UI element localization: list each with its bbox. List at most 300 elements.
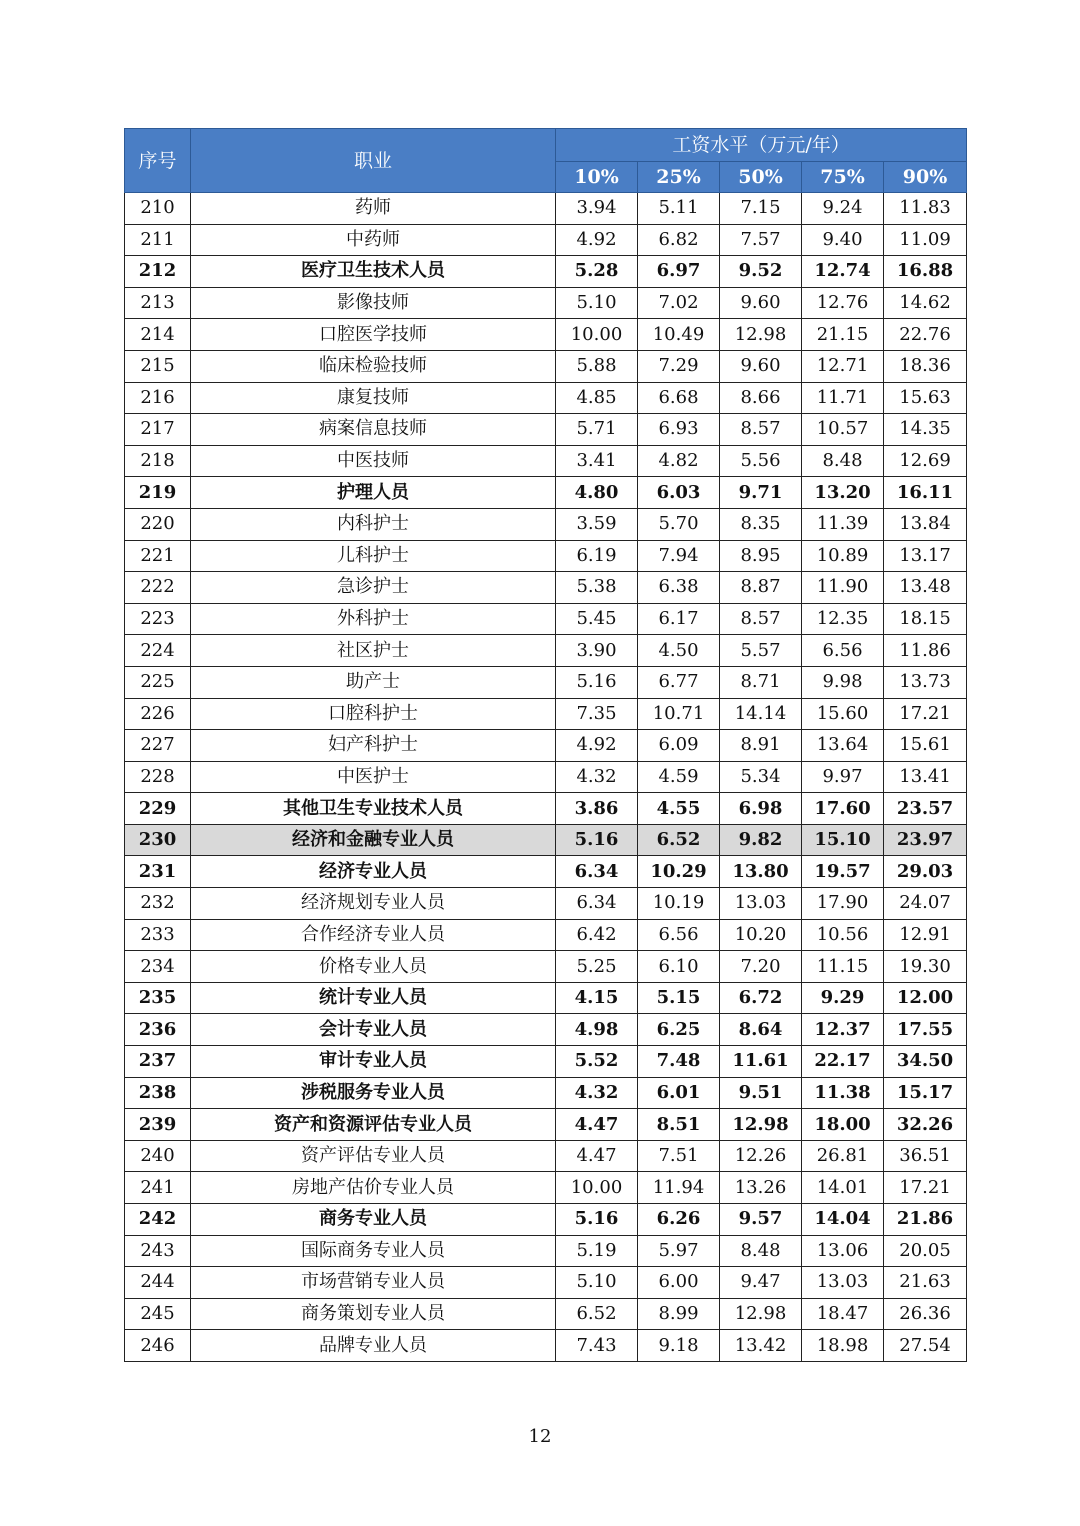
cell-occupation: 助产士 xyxy=(191,666,556,698)
cell-p10: 4.80 xyxy=(556,477,638,509)
cell-occupation: 商务策划专业人员 xyxy=(191,1298,556,1330)
cell-occupation: 国际商务专业人员 xyxy=(191,1235,556,1267)
cell-seq: 227 xyxy=(125,730,191,762)
cell-occupation: 医疗卫生技术人员 xyxy=(191,256,556,288)
cell-p75: 11.39 xyxy=(802,508,884,540)
cell-p25: 4.82 xyxy=(638,445,720,477)
cell-p25: 5.11 xyxy=(638,193,720,225)
cell-p25: 4.50 xyxy=(638,635,720,667)
cell-seq: 235 xyxy=(125,982,191,1014)
cell-p75: 13.03 xyxy=(802,1267,884,1299)
cell-p75: 9.97 xyxy=(802,761,884,793)
table-row xyxy=(125,1298,967,1330)
cell-p50: 8.57 xyxy=(720,414,802,446)
cell-p10: 5.38 xyxy=(556,572,638,604)
cell-seq: 241 xyxy=(125,1172,191,1204)
cell-p10: 4.98 xyxy=(556,1014,638,1046)
cell-p75: 22.17 xyxy=(802,1046,884,1078)
cell-p90: 22.76 xyxy=(884,319,967,351)
cell-p25: 6.56 xyxy=(638,919,720,951)
cell-occupation: 中医护士 xyxy=(191,761,556,793)
cell-p25: 6.17 xyxy=(638,603,720,635)
cell-p10: 4.32 xyxy=(556,1077,638,1109)
cell-p75: 17.90 xyxy=(802,888,884,920)
cell-occupation: 中医技师 xyxy=(191,445,556,477)
cell-p25: 7.51 xyxy=(638,1140,720,1172)
table-row xyxy=(125,888,967,920)
cell-seq: 221 xyxy=(125,540,191,572)
cell-seq: 226 xyxy=(125,698,191,730)
cell-p25: 5.15 xyxy=(638,982,720,1014)
cell-p10: 5.28 xyxy=(556,256,638,288)
cell-p50: 5.56 xyxy=(720,445,802,477)
cell-p75: 11.15 xyxy=(802,951,884,983)
cell-p90: 11.86 xyxy=(884,635,967,667)
cell-p25: 6.68 xyxy=(638,382,720,414)
table-row xyxy=(125,193,967,225)
cell-p90: 15.61 xyxy=(884,730,967,762)
cell-p50: 5.57 xyxy=(720,635,802,667)
cell-p75: 15.60 xyxy=(802,698,884,730)
cell-p10: 4.92 xyxy=(556,224,638,256)
table-row xyxy=(125,951,967,983)
cell-p25: 11.94 xyxy=(638,1172,720,1204)
header-occupation: 职业 xyxy=(191,129,556,193)
cell-p25: 5.70 xyxy=(638,508,720,540)
table-row xyxy=(125,730,967,762)
cell-seq: 239 xyxy=(125,1109,191,1141)
cell-seq: 224 xyxy=(125,635,191,667)
cell-p10: 4.92 xyxy=(556,730,638,762)
cell-seq: 242 xyxy=(125,1204,191,1236)
cell-p25: 8.51 xyxy=(638,1109,720,1141)
cell-occupation: 市场营销专业人员 xyxy=(191,1267,556,1299)
cell-p50: 9.60 xyxy=(720,350,802,382)
cell-p90: 19.30 xyxy=(884,951,967,983)
cell-p50: 8.64 xyxy=(720,1014,802,1046)
cell-p10: 3.94 xyxy=(556,193,638,225)
cell-p50: 10.20 xyxy=(720,919,802,951)
cell-p10: 5.19 xyxy=(556,1235,638,1267)
cell-p50: 5.34 xyxy=(720,761,802,793)
header-p90: 90% xyxy=(884,162,967,193)
cell-p90: 16.88 xyxy=(884,256,967,288)
cell-p75: 9.40 xyxy=(802,224,884,256)
cell-seq: 223 xyxy=(125,603,191,635)
cell-p10: 5.25 xyxy=(556,951,638,983)
cell-p50: 9.60 xyxy=(720,287,802,319)
cell-p90: 14.62 xyxy=(884,287,967,319)
cell-seq: 234 xyxy=(125,951,191,983)
cell-p75: 13.64 xyxy=(802,730,884,762)
cell-p50: 9.52 xyxy=(720,256,802,288)
cell-seq: 232 xyxy=(125,888,191,920)
cell-p10: 6.42 xyxy=(556,919,638,951)
cell-seq: 220 xyxy=(125,508,191,540)
cell-p25: 8.99 xyxy=(638,1298,720,1330)
cell-occupation: 社区护士 xyxy=(191,635,556,667)
cell-seq: 245 xyxy=(125,1298,191,1330)
cell-occupation: 房地产估价专业人员 xyxy=(191,1172,556,1204)
cell-p25: 9.18 xyxy=(638,1330,720,1362)
cell-occupation: 口腔科护士 xyxy=(191,698,556,730)
cell-p90: 12.91 xyxy=(884,919,967,951)
table-row xyxy=(125,1204,967,1236)
cell-p25: 4.59 xyxy=(638,761,720,793)
salary-table xyxy=(124,128,967,1362)
table-row xyxy=(125,572,967,604)
cell-p50: 9.71 xyxy=(720,477,802,509)
cell-p90: 26.36 xyxy=(884,1298,967,1330)
table-row xyxy=(125,1046,967,1078)
cell-p50: 7.20 xyxy=(720,951,802,983)
table-row xyxy=(125,224,967,256)
cell-p50: 8.48 xyxy=(720,1235,802,1267)
cell-seq: 219 xyxy=(125,477,191,509)
cell-p50: 6.98 xyxy=(720,793,802,825)
table-row xyxy=(125,1330,967,1362)
cell-seq: 246 xyxy=(125,1330,191,1362)
cell-p25: 7.02 xyxy=(638,287,720,319)
cell-p90: 21.63 xyxy=(884,1267,967,1299)
table-row xyxy=(125,1235,967,1267)
cell-p50: 7.57 xyxy=(720,224,802,256)
cell-seq: 229 xyxy=(125,793,191,825)
cell-p75: 13.20 xyxy=(802,477,884,509)
cell-p25: 6.03 xyxy=(638,477,720,509)
cell-p10: 6.34 xyxy=(556,888,638,920)
cell-occupation: 统计专业人员 xyxy=(191,982,556,1014)
cell-p90: 21.86 xyxy=(884,1204,967,1236)
cell-p25: 6.00 xyxy=(638,1267,720,1299)
table-row xyxy=(125,824,967,856)
table-row xyxy=(125,635,967,667)
table-row xyxy=(125,1172,967,1204)
cell-p90: 17.55 xyxy=(884,1014,967,1046)
cell-seq: 214 xyxy=(125,319,191,351)
cell-p10: 5.10 xyxy=(556,287,638,319)
cell-p25: 6.09 xyxy=(638,730,720,762)
cell-p75: 12.74 xyxy=(802,256,884,288)
cell-p10: 10.00 xyxy=(556,1172,638,1204)
cell-seq: 212 xyxy=(125,256,191,288)
cell-seq: 243 xyxy=(125,1235,191,1267)
cell-p10: 6.52 xyxy=(556,1298,638,1330)
cell-seq: 216 xyxy=(125,382,191,414)
cell-p25: 10.71 xyxy=(638,698,720,730)
cell-occupation: 药师 xyxy=(191,193,556,225)
table-row xyxy=(125,761,967,793)
cell-p50: 8.66 xyxy=(720,382,802,414)
cell-p25: 7.48 xyxy=(638,1046,720,1078)
table-row xyxy=(125,477,967,509)
cell-p25: 6.26 xyxy=(638,1204,720,1236)
table-row xyxy=(125,603,967,635)
cell-p10: 5.45 xyxy=(556,603,638,635)
cell-p25: 7.29 xyxy=(638,350,720,382)
table-row xyxy=(125,793,967,825)
cell-seq: 211 xyxy=(125,224,191,256)
header-p25: 25% xyxy=(638,162,720,193)
cell-p25: 6.52 xyxy=(638,824,720,856)
cell-occupation: 价格专业人员 xyxy=(191,951,556,983)
cell-p75: 14.04 xyxy=(802,1204,884,1236)
cell-p75: 19.57 xyxy=(802,856,884,888)
cell-p10: 5.71 xyxy=(556,414,638,446)
cell-p50: 8.57 xyxy=(720,603,802,635)
cell-p10: 5.10 xyxy=(556,1267,638,1299)
cell-p10: 5.16 xyxy=(556,1204,638,1236)
cell-p25: 7.94 xyxy=(638,540,720,572)
cell-p90: 34.50 xyxy=(884,1046,967,1078)
cell-occupation: 中药师 xyxy=(191,224,556,256)
cell-p10: 3.90 xyxy=(556,635,638,667)
cell-occupation: 涉税服务专业人员 xyxy=(191,1077,556,1109)
cell-p90: 13.84 xyxy=(884,508,967,540)
table-row xyxy=(125,666,967,698)
cell-p25: 6.38 xyxy=(638,572,720,604)
cell-p90: 11.83 xyxy=(884,193,967,225)
cell-p90: 18.36 xyxy=(884,350,967,382)
cell-seq: 225 xyxy=(125,666,191,698)
cell-seq: 236 xyxy=(125,1014,191,1046)
cell-p75: 11.38 xyxy=(802,1077,884,1109)
cell-p50: 12.98 xyxy=(720,1109,802,1141)
cell-p90: 13.48 xyxy=(884,572,967,604)
cell-occupation: 经济和金融专业人员 xyxy=(191,824,556,856)
cell-p10: 5.16 xyxy=(556,824,638,856)
table-row xyxy=(125,287,967,319)
cell-p90: 13.73 xyxy=(884,666,967,698)
cell-p50: 9.47 xyxy=(720,1267,802,1299)
cell-p50: 6.72 xyxy=(720,982,802,1014)
cell-p90: 14.35 xyxy=(884,414,967,446)
cell-occupation: 审计专业人员 xyxy=(191,1046,556,1078)
cell-p10: 7.43 xyxy=(556,1330,638,1362)
cell-occupation: 影像技师 xyxy=(191,287,556,319)
cell-p90: 32.26 xyxy=(884,1109,967,1141)
table-row xyxy=(125,350,967,382)
cell-p90: 17.21 xyxy=(884,1172,967,1204)
header-salary-level: 工资水平（万元/年） xyxy=(556,129,967,162)
cell-p25: 10.49 xyxy=(638,319,720,351)
cell-p10: 5.52 xyxy=(556,1046,638,1078)
table-row xyxy=(125,319,967,351)
cell-occupation: 病案信息技师 xyxy=(191,414,556,446)
cell-occupation: 合作经济专业人员 xyxy=(191,919,556,951)
cell-p90: 23.57 xyxy=(884,793,967,825)
cell-occupation: 资产和资源评估专业人员 xyxy=(191,1109,556,1141)
cell-p25: 4.55 xyxy=(638,793,720,825)
cell-p25: 6.97 xyxy=(638,256,720,288)
table-row xyxy=(125,1109,967,1141)
cell-occupation: 外科护士 xyxy=(191,603,556,635)
cell-p50: 8.95 xyxy=(720,540,802,572)
cell-p10: 3.59 xyxy=(556,508,638,540)
cell-occupation: 护理人员 xyxy=(191,477,556,509)
cell-p75: 10.56 xyxy=(802,919,884,951)
table-row xyxy=(125,540,967,572)
table-row xyxy=(125,982,967,1014)
cell-seq: 222 xyxy=(125,572,191,604)
cell-seq: 210 xyxy=(125,193,191,225)
cell-p10: 3.41 xyxy=(556,445,638,477)
table-row xyxy=(125,508,967,540)
cell-p75: 9.29 xyxy=(802,982,884,1014)
cell-p50: 8.91 xyxy=(720,730,802,762)
cell-p90: 12.69 xyxy=(884,445,967,477)
cell-p25: 10.29 xyxy=(638,856,720,888)
cell-p10: 10.00 xyxy=(556,319,638,351)
cell-p50: 9.51 xyxy=(720,1077,802,1109)
cell-p75: 11.90 xyxy=(802,572,884,604)
cell-seq: 240 xyxy=(125,1140,191,1172)
cell-occupation: 临床检验技师 xyxy=(191,350,556,382)
cell-p75: 26.81 xyxy=(802,1140,884,1172)
cell-p50: 9.82 xyxy=(720,824,802,856)
cell-p90: 23.97 xyxy=(884,824,967,856)
cell-p75: 9.98 xyxy=(802,666,884,698)
cell-p75: 15.10 xyxy=(802,824,884,856)
cell-seq: 228 xyxy=(125,761,191,793)
cell-seq: 213 xyxy=(125,287,191,319)
cell-p90: 15.17 xyxy=(884,1077,967,1109)
cell-seq: 244 xyxy=(125,1267,191,1299)
cell-seq: 230 xyxy=(125,824,191,856)
table-row xyxy=(125,856,967,888)
table-row xyxy=(125,1077,967,1109)
cell-p75: 10.57 xyxy=(802,414,884,446)
cell-p75: 13.06 xyxy=(802,1235,884,1267)
header-p10: 10% xyxy=(556,162,638,193)
cell-p75: 8.48 xyxy=(802,445,884,477)
table-row xyxy=(125,256,967,288)
cell-p90: 17.21 xyxy=(884,698,967,730)
cell-p10: 4.47 xyxy=(556,1140,638,1172)
cell-seq: 237 xyxy=(125,1046,191,1078)
cell-p25: 6.01 xyxy=(638,1077,720,1109)
cell-p50: 12.98 xyxy=(720,319,802,351)
cell-p75: 18.47 xyxy=(802,1298,884,1330)
cell-p90: 18.15 xyxy=(884,603,967,635)
cell-seq: 231 xyxy=(125,856,191,888)
cell-p90: 12.00 xyxy=(884,982,967,1014)
cell-p90: 15.63 xyxy=(884,382,967,414)
cell-p10: 7.35 xyxy=(556,698,638,730)
cell-p75: 17.60 xyxy=(802,793,884,825)
cell-p90: 13.41 xyxy=(884,761,967,793)
cell-p25: 6.25 xyxy=(638,1014,720,1046)
cell-p75: 14.01 xyxy=(802,1172,884,1204)
cell-p50: 8.71 xyxy=(720,666,802,698)
cell-p75: 9.24 xyxy=(802,193,884,225)
cell-p50: 8.87 xyxy=(720,572,802,604)
table-row xyxy=(125,1140,967,1172)
cell-seq: 217 xyxy=(125,414,191,446)
page-number: 12 xyxy=(528,1426,552,1447)
cell-p75: 11.71 xyxy=(802,382,884,414)
cell-p25: 6.93 xyxy=(638,414,720,446)
cell-p90: 24.07 xyxy=(884,888,967,920)
cell-p25: 6.82 xyxy=(638,224,720,256)
cell-p50: 14.14 xyxy=(720,698,802,730)
cell-occupation: 品牌专业人员 xyxy=(191,1330,556,1362)
table-row xyxy=(125,445,967,477)
cell-p10: 3.86 xyxy=(556,793,638,825)
table-row xyxy=(125,1267,967,1299)
cell-p10: 6.34 xyxy=(556,856,638,888)
cell-occupation: 康复技师 xyxy=(191,382,556,414)
cell-occupation: 经济专业人员 xyxy=(191,856,556,888)
cell-p75: 12.71 xyxy=(802,350,884,382)
cell-p75: 6.56 xyxy=(802,635,884,667)
cell-occupation: 急诊护士 xyxy=(191,572,556,604)
cell-occupation: 经济规划专业人员 xyxy=(191,888,556,920)
table-row xyxy=(125,414,967,446)
cell-p75: 12.35 xyxy=(802,603,884,635)
cell-seq: 233 xyxy=(125,919,191,951)
cell-p50: 12.98 xyxy=(720,1298,802,1330)
cell-p90: 13.17 xyxy=(884,540,967,572)
header-p75: 75% xyxy=(802,162,884,193)
cell-p10: 4.47 xyxy=(556,1109,638,1141)
cell-occupation: 儿科护士 xyxy=(191,540,556,572)
cell-occupation: 商务专业人员 xyxy=(191,1204,556,1236)
cell-p75: 12.76 xyxy=(802,287,884,319)
cell-p50: 13.26 xyxy=(720,1172,802,1204)
cell-occupation: 其他卫生专业技术人员 xyxy=(191,793,556,825)
cell-p25: 6.10 xyxy=(638,951,720,983)
cell-p90: 16.11 xyxy=(884,477,967,509)
table-row xyxy=(125,698,967,730)
table-row xyxy=(125,382,967,414)
cell-p10: 4.32 xyxy=(556,761,638,793)
cell-p50: 9.57 xyxy=(720,1204,802,1236)
salary-table-container xyxy=(124,128,966,1362)
cell-seq: 238 xyxy=(125,1077,191,1109)
header-seq: 序号 xyxy=(125,129,191,193)
cell-p10: 6.19 xyxy=(556,540,638,572)
cell-p90: 11.09 xyxy=(884,224,967,256)
table-body xyxy=(125,193,967,1362)
cell-occupation: 会计专业人员 xyxy=(191,1014,556,1046)
cell-p75: 10.89 xyxy=(802,540,884,572)
cell-p75: 18.00 xyxy=(802,1109,884,1141)
cell-p75: 12.37 xyxy=(802,1014,884,1046)
cell-occupation: 口腔医学技师 xyxy=(191,319,556,351)
cell-p50: 8.35 xyxy=(720,508,802,540)
cell-occupation: 内科护士 xyxy=(191,508,556,540)
cell-p10: 5.16 xyxy=(556,666,638,698)
cell-p25: 6.77 xyxy=(638,666,720,698)
cell-p10: 5.88 xyxy=(556,350,638,382)
cell-p90: 36.51 xyxy=(884,1140,967,1172)
cell-p10: 4.15 xyxy=(556,982,638,1014)
cell-p25: 5.97 xyxy=(638,1235,720,1267)
cell-p90: 29.03 xyxy=(884,856,967,888)
cell-p50: 13.42 xyxy=(720,1330,802,1362)
cell-seq: 215 xyxy=(125,350,191,382)
cell-p90: 20.05 xyxy=(884,1235,967,1267)
cell-p90: 27.54 xyxy=(884,1330,967,1362)
table-row xyxy=(125,919,967,951)
cell-p50: 12.26 xyxy=(720,1140,802,1172)
cell-p50: 7.15 xyxy=(720,193,802,225)
cell-p25: 10.19 xyxy=(638,888,720,920)
cell-p50: 11.61 xyxy=(720,1046,802,1078)
cell-p75: 18.98 xyxy=(802,1330,884,1362)
cell-occupation: 资产评估专业人员 xyxy=(191,1140,556,1172)
